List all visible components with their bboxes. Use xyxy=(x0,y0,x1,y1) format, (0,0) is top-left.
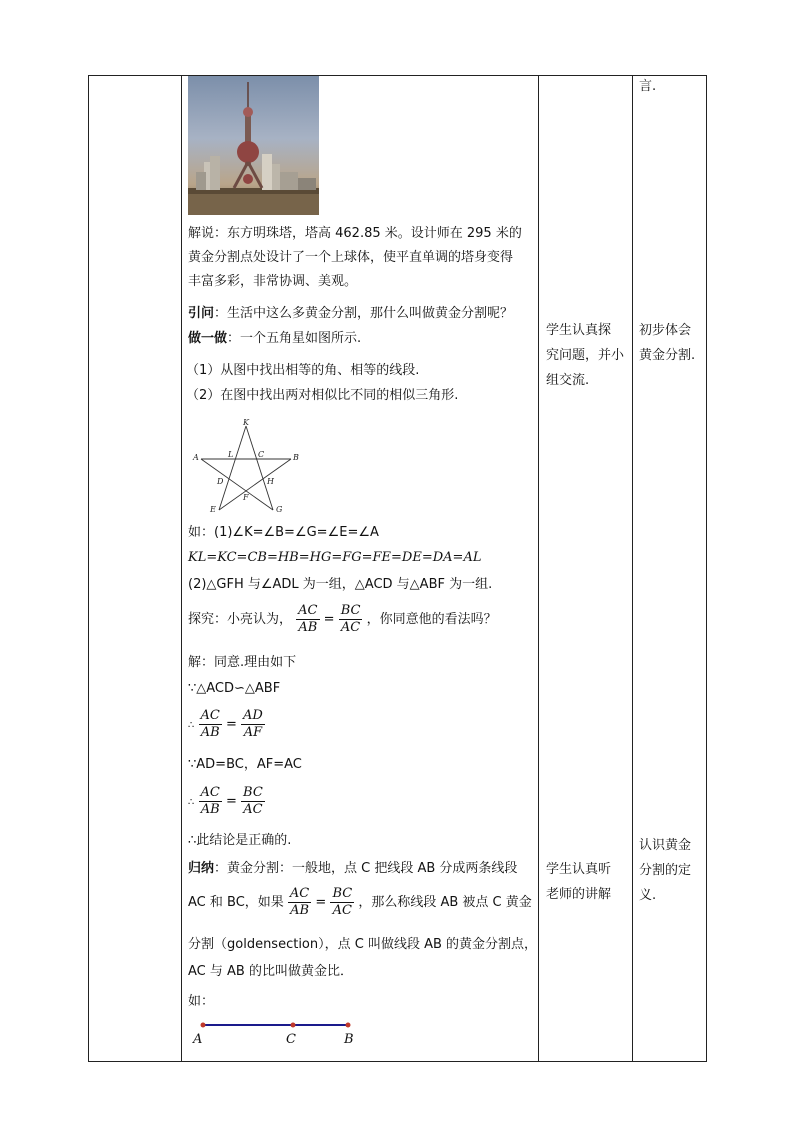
caption-line-2: 黄金分割点处设计了一个上球体，使平直单调的塔身变得 xyxy=(188,250,514,265)
col4-block-a: 初步体会 黄金分割. xyxy=(639,323,696,363)
star-label-L: L xyxy=(228,450,234,459)
star-label-K: K xyxy=(243,418,249,427)
zuoyizuo-text: ：一个五角星如图所示. xyxy=(227,331,362,346)
yinwen-line xyxy=(188,302,513,325)
col-divider-3 xyxy=(632,76,633,1061)
guina-line-3: 分割（goldensection），点 C 叫做线段 AB 的黄金分割点， xyxy=(188,937,538,952)
col-divider-2 xyxy=(538,76,539,1061)
col4-top-text: 言. xyxy=(639,79,657,94)
zuoyizuo-line xyxy=(188,327,361,350)
segment-label-C: C xyxy=(286,1032,296,1047)
pentagram-diagram xyxy=(188,415,308,515)
star-label-C: C xyxy=(258,450,265,459)
solution-line-1: ∵△ACD∽△ABF xyxy=(188,681,281,696)
guina-line-1 xyxy=(188,857,517,880)
answer-2: KL=KC=CB=HB=HG=FG=FE=DE=DA=AL xyxy=(188,550,482,565)
star-label-H: H xyxy=(267,477,274,486)
star-label-E: E xyxy=(210,505,216,514)
segment-label-B: B xyxy=(344,1032,354,1047)
col4-block-b: 认识黄金 分割的定 义. xyxy=(639,838,692,903)
yinwen-label: 引问 xyxy=(188,306,215,321)
solution-end: ∴此结论是正确的. xyxy=(188,833,292,848)
guina-line-2: AC 和 BC，如果 $\frac{AC}{AB}$ = $\frac{BC}{AC}$ ，那么称线段 AB 被点 C 黄金 xyxy=(188,886,532,918)
solution-fraction-2: ∴ $\frac{AC}{AB}$ = $\frac{BC}{AC}$ xyxy=(188,785,263,817)
task-2: （2）在图中找出两对相似比不同的相似三角形. xyxy=(186,388,459,403)
point-a xyxy=(201,1023,206,1028)
guina-line-4: AC 与 AB 的比叫做黄金比． xyxy=(188,964,353,979)
explore-line: 探究：小亮认为， $\frac{AC}{AB}$ = $\frac{BC}{AC}$ ，你同意他的看法吗？ xyxy=(188,603,497,635)
caption-line-3: 丰富多彩，非常协调、美观。 xyxy=(188,274,358,289)
star-label-F: F xyxy=(243,493,249,502)
explore-prefix: 探究：小亮认为， xyxy=(188,612,293,627)
col3-block-a: 学生认真探 究问题，并小 组交流. xyxy=(546,323,625,388)
point-c xyxy=(291,1023,296,1028)
task-1: （1）从图中找出相等的角、相等的线段. xyxy=(186,363,420,378)
star-label-D: D xyxy=(217,477,224,486)
golden-segment-diagram xyxy=(188,1018,363,1050)
fraction-bc-ac: $\frac{BC}{AC}$ xyxy=(340,603,361,635)
solution-head: 解：同意.理由如下 xyxy=(188,655,297,670)
fraction-ac-ab: $\frac{AC}{AB}$ xyxy=(298,603,318,635)
star-label-G: G xyxy=(276,505,283,514)
example-label: 如： xyxy=(188,994,215,1009)
answer-3: (2)△GFH 与∠ADL 为一组，△ACD 与△ABF 为一组. xyxy=(188,577,493,592)
solution-fraction-1: ∴ $\frac{AC}{AB}$ = $\frac{AD}{AF}$ xyxy=(188,708,263,740)
star-label-B: B xyxy=(293,453,299,462)
segment-label-A: A xyxy=(193,1032,203,1047)
point-b xyxy=(346,1023,351,1028)
explore-suffix: ，你同意他的看法吗？ xyxy=(366,612,497,627)
caption-line-1: 解说：东方明珠塔，塔高 462.85 米。设计师在 295 米的 xyxy=(188,226,522,241)
yinwen-text: ：生活中这么多黄金分割，那什么叫做黄金分割呢？ xyxy=(214,306,514,321)
col-divider-1 xyxy=(181,76,182,1061)
answer-1: 如：(1)∠K=∠B=∠G=∠E=∠A xyxy=(188,525,379,540)
guina-label: 归纳 xyxy=(188,861,215,876)
star-label-A: A xyxy=(193,453,199,462)
solution-line-3: ∵AD=BC，AF=AC xyxy=(188,757,302,772)
zuoyizuo-label: 做一做 xyxy=(188,331,228,346)
oriental-pearl-tower-photo xyxy=(188,76,319,215)
tower-illustration xyxy=(188,76,319,215)
col3-block-b: 学生认真听 老师的讲解 xyxy=(546,862,612,902)
guina-text-1: ：黄金分割：一般地，点 C 把线段 AB 分成两条线段 xyxy=(214,861,518,876)
